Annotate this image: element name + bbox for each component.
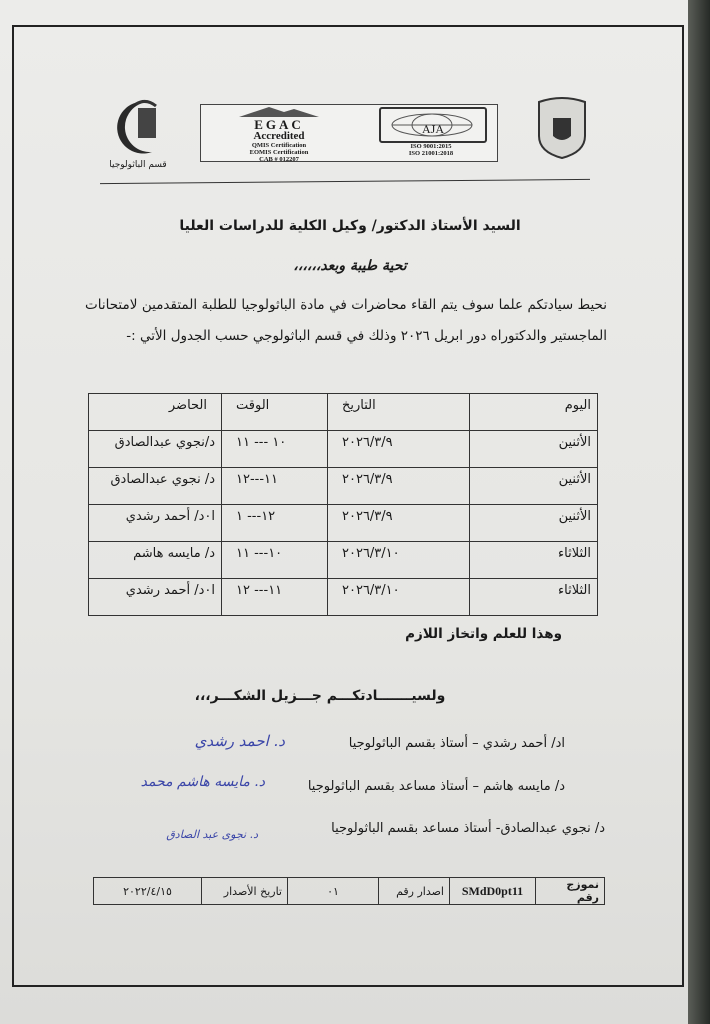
cell-day: الأثنين — [470, 505, 598, 542]
department-logo — [108, 96, 170, 158]
cell-day: الثلاثاء — [470, 579, 598, 616]
table-row — [89, 505, 598, 542]
egac-mountain-icon — [239, 106, 319, 117]
header-time: الوقت — [222, 394, 328, 431]
form-number-label: نموزج رقم — [536, 878, 605, 905]
cell-time: ١٠--- ١١ — [222, 542, 328, 579]
cell-date: ٢٠٢٦/٣/٩ — [328, 468, 470, 505]
addressee: السيد الأستاذ الدكتور/ وكيل الكلية للدراسات العليا — [179, 218, 521, 234]
signature-1: د. احمد رشدي — [194, 732, 285, 750]
cell-lecturer: د/ مايسه هاشم — [89, 542, 222, 579]
issue-number-value: ٠١ — [288, 878, 379, 905]
form-info-table — [93, 877, 605, 905]
cell-lecturer: د/نجوي عبدالصادق — [89, 431, 222, 468]
department-logo-caption: قسم الباثولوجيا — [109, 160, 167, 170]
aja-logo — [379, 107, 487, 143]
header-day: اليوم — [470, 394, 598, 431]
signatory-3: د/ نجوي عبدالصادق- أستاذ مساعد بقسم الباثولوجيا — [331, 821, 605, 836]
signatory-2: د/ مايسه هاشم – أستاذ مساعد بقسم الباثولوجيا — [307, 779, 565, 794]
cell-date: ٢٠٢٦/٣/١٠ — [328, 542, 470, 579]
signatory-1: اد/ أحمد رشدي – أستاذ بقسم الباثولوجيا — [348, 736, 565, 751]
background-edge — [688, 0, 710, 1024]
egac-line1: QMIS Certification — [251, 142, 307, 149]
accreditation-logos — [200, 104, 498, 162]
table-row — [89, 468, 598, 505]
table-row — [89, 579, 598, 616]
table-row — [89, 431, 598, 468]
cell-time: ١٠ --- ١١ — [222, 431, 328, 468]
header-date: التاريخ — [328, 394, 470, 431]
signature-2: د. مايسه هاشم محمد — [140, 774, 265, 790]
cell-day: الأثنين — [470, 431, 598, 468]
university-crest — [535, 96, 589, 160]
egac-logo — [209, 105, 349, 163]
cell-day: الثلاثاء — [470, 542, 598, 579]
cell-date: ٢٠٢٦/٣/٩ — [328, 431, 470, 468]
form-number-value: SMdD0pt11 — [450, 878, 536, 905]
issue-date-value: ٢٠٢٢/٤/١٥ — [94, 878, 202, 905]
closing-note: وهذا للعلم واتخاز اللازم — [405, 626, 562, 642]
issue-number-label: اصدار رقم — [379, 878, 450, 905]
greeting: تحية طيبة وبعد،،،،،، — [293, 258, 407, 274]
egac-line3: CAB # 012207 — [259, 156, 299, 163]
issue-date-label: تاريخ الأصدار — [202, 878, 288, 905]
egac-line2: EOMIS Certification — [249, 149, 309, 156]
table-header-row — [89, 394, 598, 431]
iso-line2: ISO 21001:2018 — [408, 150, 454, 157]
aja-name: AJA — [421, 122, 444, 136]
cell-lecturer: د/ نجوي عبدالصادق — [89, 468, 222, 505]
header-lecturer: الحاضر — [89, 394, 222, 431]
cell-time: ١٢--- ١ — [222, 505, 328, 542]
cell-lecturer: ا٠د/ أحمد رشدي — [89, 505, 222, 542]
cell-time: ١١---١٢ — [222, 468, 328, 505]
form-info-row — [94, 878, 605, 905]
signature-3: د. نجوى عبد الصادق — [166, 828, 258, 841]
body-paragraph: نحيط سيادتكم علما سوف يتم القاء محاضرات في مادة الباثولوجيا للطلبة المتقدمين لامتحانات الماجستير والدكتوراه دور ابريل ٢٠٢٦ وذلك في قسم الباثولوجي حسب الجدول الأتي :- — [85, 297, 607, 344]
cell-date: ٢٠٢٦/٣/١٠ — [328, 579, 470, 616]
iso-line1: ISO 9001:2015 — [410, 143, 452, 150]
cell-lecturer: ا٠د/ أحمد رشدي — [89, 579, 222, 616]
cell-date: ٢٠٢٦/٣/٩ — [328, 505, 470, 542]
closing-thanks: ولسيـــــــادتكـــم جـــزيل الشكـــر،،، — [194, 688, 446, 704]
egac-accredited: Accredited — [253, 130, 305, 142]
cell-time: ١١--- ١٢ — [222, 579, 328, 616]
lecture-schedule-table — [88, 393, 598, 616]
cell-day: الأثنين — [470, 468, 598, 505]
iso-certifications — [371, 143, 491, 157]
table-row — [89, 542, 598, 579]
egac-name: EGAC — [254, 117, 304, 132]
